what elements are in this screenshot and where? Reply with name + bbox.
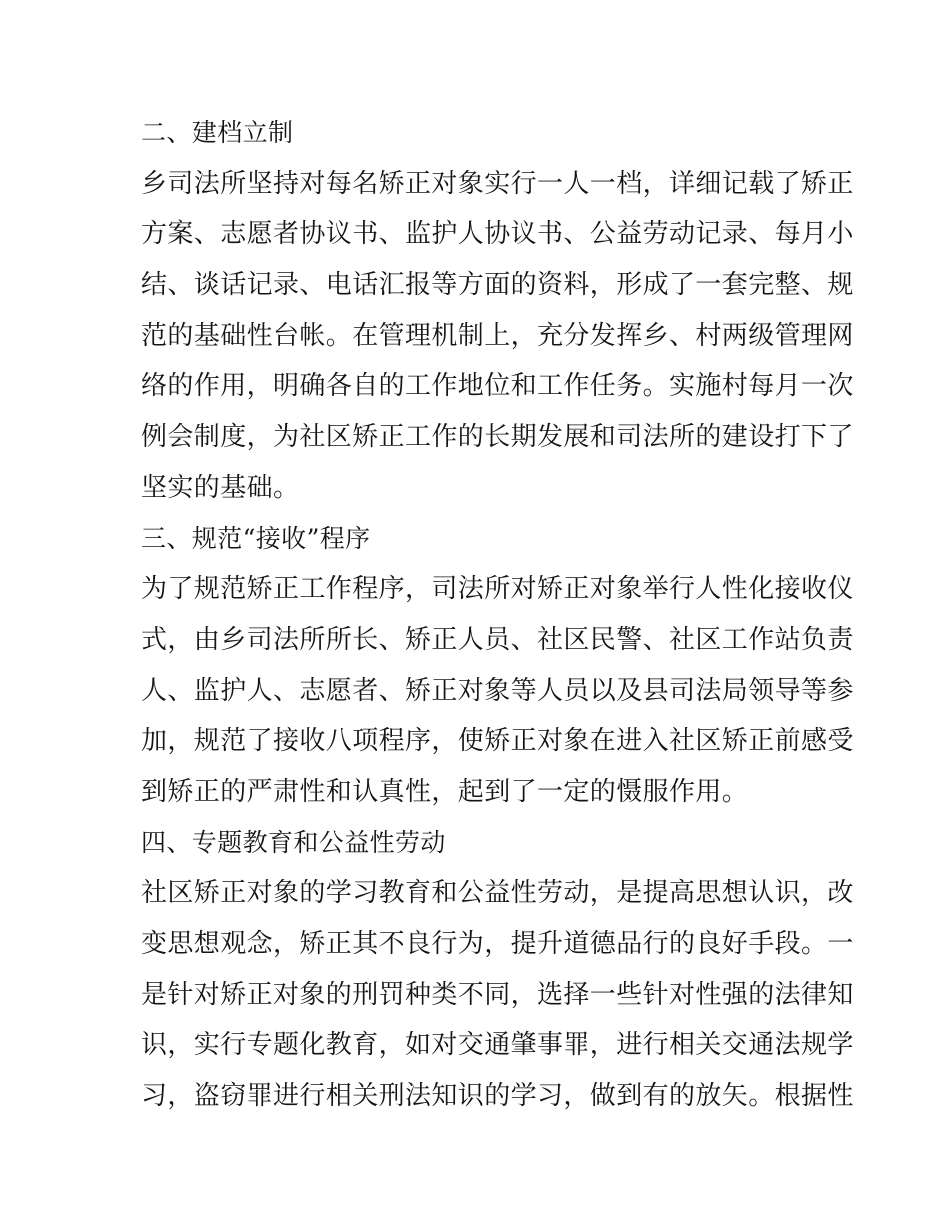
body-line: 方案、志愿者协议书、监护人协议书、公益劳动记录、每月小: [141, 219, 854, 250]
body-line: 到矫正的严肃性和认真性，起到了一定的慑服作用。: [141, 776, 749, 807]
body-line: 乡司法所坚持对每名矫正对象实行一人一档，详细记载了矫正: [141, 168, 854, 199]
body-line: 式，由乡司法所所长、矫正人员、社区民警、社区工作站负责: [141, 624, 854, 655]
body-line: 范的基础性台帐。在管理机制上，充分发挥乡、村两级管理网: [141, 320, 854, 351]
body-line: 为了规范矫正工作程序，司法所对矫正对象举行人性化接收仪: [141, 574, 854, 605]
section-heading: 四、专题教育和公益性劳动: [141, 827, 446, 857]
body-line: 加，规范了接收八项程序，使矫正对象在进入社区矫正前感受: [141, 726, 854, 757]
section-heading: 二、建档立制: [141, 118, 294, 147]
body-line: 络的作用，明确各自的工作地位和工作任务。实施村每月一次: [141, 371, 854, 402]
body-line: 识，实行专题化教育，如对交通肇事罪，进行相关交通法规学: [141, 1030, 854, 1061]
body-line: 人、监护人、志愿者、矫正对象等人员以及县司法局领导等参: [141, 675, 854, 706]
body-line: 习，盗窃罪进行相关刑法知识的学习，做到有的放矢。根据性: [141, 1081, 854, 1112]
body-line: 例会制度，为社区矫正工作的长期发展和司法所的建设打下了: [141, 422, 854, 453]
body-line: 是针对矫正对象的刑罚种类不同，选择一些针对性强的法律知: [141, 979, 854, 1010]
section-heading: 三、规范“接收”程序: [141, 523, 371, 553]
document-body: [141, 108, 854, 1122]
body-line: 变思想观念，矫正其不良行为，提升道德品行的良好手段。一: [141, 929, 854, 959]
body-line: 社区矫正对象的学习教育和公益性劳动，是提高思想认识，改: [141, 878, 854, 909]
body-line: 结、谈话记录、电话汇报等方面的资料，形成了一套完整、规: [141, 270, 854, 301]
body-line: 坚实的基础。: [141, 472, 300, 503]
